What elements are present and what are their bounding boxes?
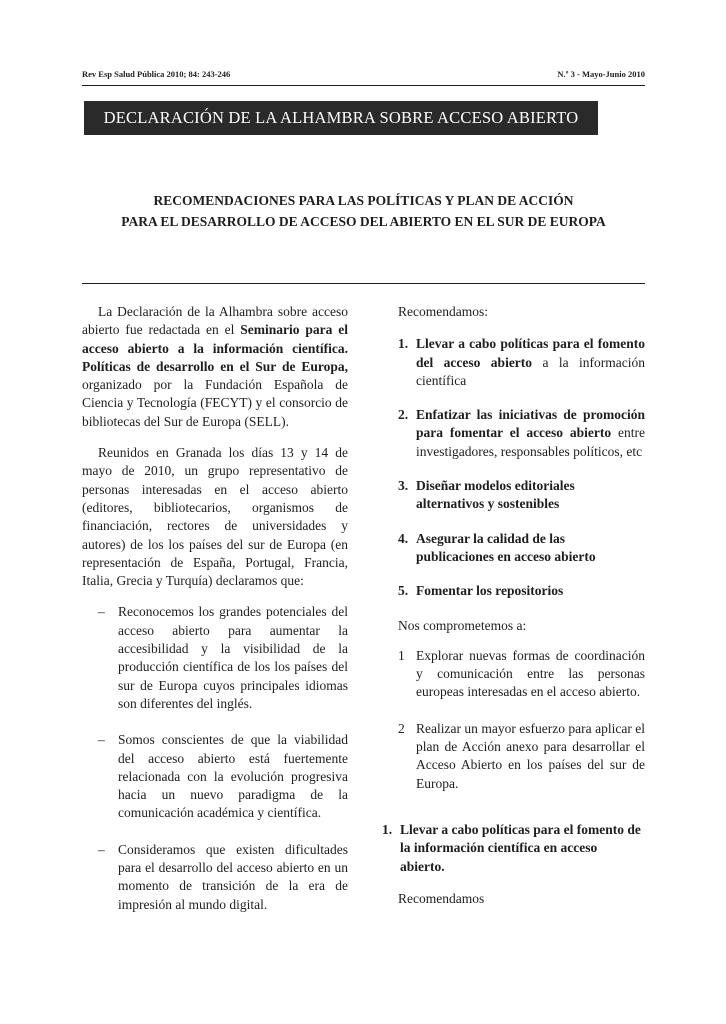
recommendation-text: Diseñar modelos editoriales alternativos y sostenibles <box>416 478 575 512</box>
issue-info: N.º 3 - Mayo-Junio 2010 <box>557 69 645 79</box>
recommendation-item <box>382 406 645 461</box>
recommendation-item <box>382 530 645 567</box>
declaration-text: Consideramos que existen dificultades para el desarrollo del acceso abierto en un momento de transición de la era de impresión al mundo digital. <box>118 841 348 912</box>
recommendation-text: Fomentar los repositorios <box>416 583 564 599</box>
item-number: 4. <box>398 530 409 546</box>
seminar-title: Seminario para el acceso abierto a la información científica. Políticas de desarrollo en el Sur de Europa, <box>82 322 348 374</box>
journal-citation: Rev Esp Salud Pública 2010; 84: 243-246 <box>82 69 231 79</box>
top-rule <box>82 85 645 86</box>
item-number: 3. <box>398 478 409 494</box>
recommendation-item <box>382 477 645 514</box>
subtitle-line-2: PARA EL DESARROLLO DE ACCESO DEL ABIERTO EN EL SUR DE EUROPA <box>121 214 606 229</box>
meeting-paragraph: Reunidos en Granada los días 13 y 14 de mayo de 2010, un grupo representativo de personas interesadas en el acceso abierto (editores, bibliotecarios, organismos de financiación, rectores de universidades y autores) de los los países del sur de Europa (en representación de España, Portugal, Francia, Italia, Grecia y Turquía) declaramos que: <box>82 445 348 589</box>
recommendation-text: Asegurar la calidad de las publicaciones en acceso abierto <box>416 530 596 564</box>
intro-text: La Declaración de la Alhambra sobre acceso abierto fue redactada en el <box>82 304 348 338</box>
intro-paragraph <box>82 303 348 431</box>
declaration-text: Somos conscientes de que la viabilidad del acceso abierto está fuertemente relacionada con la evolución progresiva hacia un nuevo paradigma de la comunicación académica y científica. <box>118 732 348 821</box>
left-column <box>82 303 348 932</box>
declaration-text: Reconocemos los grandes potenciales del acceso abierto para aumentar la accesibilidad y la visibilidad de la producción científica de los los países del sur de Europa cuyos principales idiomas son diferentes del inglés. <box>118 604 348 711</box>
item-number: 5. <box>398 583 409 599</box>
right-column <box>382 303 645 908</box>
item-number: 2 <box>398 720 405 736</box>
subtitle-line-1: RECOMENDACIONES PARA LAS POLÍTICAS Y PLAN DE ACCIÓN <box>153 193 574 208</box>
commitment-item <box>382 647 645 702</box>
intro-text-end: organizado por la Fundación Española de Ciencia y Tecnología (FECYT) y el consorcio de bibliotecas del Sur de Europa (SELL). <box>82 377 348 429</box>
declaration-item <box>82 841 348 914</box>
section-rule <box>82 283 645 284</box>
recommendations-heading: Recomendamos: <box>398 304 488 319</box>
item-number: 1. <box>398 336 409 352</box>
recommendation-item <box>382 335 645 390</box>
commitment-text: Explorar nuevas formas de coordinación y comunicación entre las personas europeas interesadas en el acceso abierto. <box>416 647 645 700</box>
recommendation-text <box>416 335 645 390</box>
recommendation-rest: a la información científica <box>416 354 645 388</box>
recommendation-item <box>382 582 645 600</box>
recommendation-bold: Enfatizar las iniciativas de promoción para fomentar el acceso abierto <box>416 407 645 441</box>
commitment-text: Realizar un mayor esfuerzo para aplicar el plan de Acción anexo para desarrollar el Acceso Abierto en los países del sur de Europa. <box>416 720 645 791</box>
commitment-item <box>382 720 645 793</box>
dash-bullet: – <box>98 841 105 857</box>
running-head <box>82 69 645 79</box>
recommendation-rest: entre investigadores, responsables políticos, etc <box>416 425 645 459</box>
dash-bullet: – <box>98 604 105 620</box>
item-number: 1. <box>382 821 393 837</box>
declaration-item <box>82 603 348 713</box>
item-number: 2. <box>398 407 409 423</box>
item-number: 1 <box>398 647 405 663</box>
subtitle <box>82 190 645 232</box>
title-banner: DECLARACIÓN DE LA ALHAMBRA SOBRE ACCESO ABIERTO <box>84 101 598 135</box>
action-plan-heading: Recomendamos <box>398 890 485 906</box>
recommendation-text <box>416 406 645 461</box>
dash-bullet: – <box>98 732 105 748</box>
action-plan-item <box>382 821 645 876</box>
commitments-heading: Nos comprometemos a: <box>398 617 527 633</box>
recommendation-bold: Llevar a cabo políticas para el fomento del acceso abierto <box>416 336 645 370</box>
declaration-item <box>82 731 348 822</box>
action-plan-text: Llevar a cabo políticas para el fomento de la información científica en acceso abierto. <box>400 821 641 874</box>
